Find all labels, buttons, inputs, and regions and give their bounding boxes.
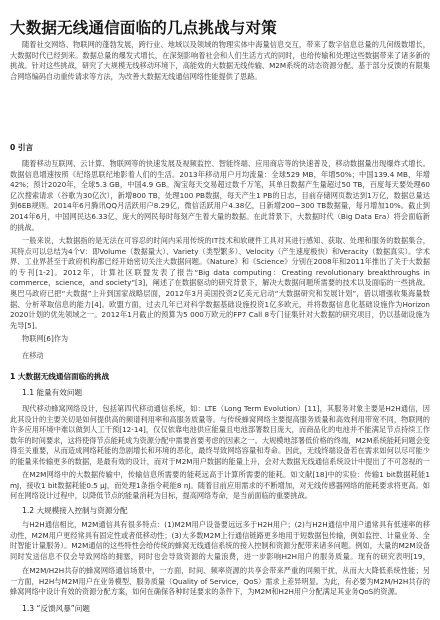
page-title: 大数据无线通信面临的几点挑战与对策 (10, 19, 277, 37)
section-heading-challenges: 1 大数据无线通信面临的挑战 (10, 372, 110, 381)
abstract-paragraph: 随着社交网络、物联网的蓬勃发展，跨行业、地域以及领域的物理实体中海量信息交互，带来了数字信息总量的几何级数增长，大数据时代已经到来。数据总量的爆发式增长，在深刻影响着社会和人们生活方式的同时，也给传输和处理这些数据带来了诸多新的挑战。针对这些挑战，研究了大规模无线移动环境下，高能效的大数据无线传输、M2M系统的动态资源分配、基于部分反馈的有限集合网络编码自动重传请求等方法，为改善大数据无线通信网络性能提供了思路。 (10, 40, 430, 81)
access-paragraph-1: 与H2H通信相比，M2M通信具有很多特点：(1)M2M用户设备要远远多于H2H用户；(2)与H2H通信中用户通常具有低速率的移动性，M2M用户更经常具有固定性或者低移动性；(3)大多数M2M上行通信链路更多地用于短数据包传输，例如监控、计量业务、全时智能计量服务）。M2M通信的这些特性会给传统的蜂窝无线通信系统的接入控制和资源分配带来诸多问题。例如，大量的M2M设备同时发送信息不仅会导致网络的拥塞，同时也会导致资源的大量浪费，进一步影响H2H用户的服务质量。现有的研究表明[19， (10, 520, 430, 561)
energy-paragraph-2: 在M2M网络中的大数据传输中，传输信息所需要的能耗远高于计算所需要的能耗。如文献[18]中的实验：传输1 bit数据耗能1 mJ，接收1 bit数据耗能0.5 μJ，而处理1条指令耗能8 nJ。随着目前应用需求的不断增加，对无线传感器网络的能耗要求将更高。如何在网络设计过程中，以降低节点的能量消耗为目标，提高网络寿命，是当前面临的重要挑战。 (10, 470, 430, 501)
subsection-heading-energy: 1.1 能量有效问题 (22, 388, 83, 397)
subsection-heading-feedback: 1.3 “反馈风暴”问题 (22, 604, 90, 613)
subsection-heading-access: 1.2 大规模接入控制与资源分配 (22, 506, 128, 515)
section-heading-intro: 0 引言 (10, 143, 34, 152)
intro-paragraph-4: 在移动 (22, 351, 44, 360)
intro-paragraph-2: 一般来说，大数据指的是无法在可容忍的时间内采用传统的IT技术和软硬件工具对其进行感知、获取、处理和服务的数据集合，其特点可以总结为4个V：即Volume（数据量大）、Variety（类型繁多）、Velocity（产生速度极快）和Veracity（数据真实）。学术界、工业界甚至于政府机构都已经开始密切关注大数据问题。《Nature》和《Science》分别在2008年和2011年推出了关于大数据的专刊[1-2]。2012年，计算社区联盟发表了报告“Big data computing：Creating revolutionary breakthroughs in commerce，science，and society”[3]，阐述了在数据驱动的研究背景下，解决大数据问题所需要的技术以及面临的一些挑战。奥巴马政府已把“大数据”上升到国家战略层面，2012年3月美国投资2亿美元启动“大数据研究和发展计划”，借以增强收集海量数据、分析萃取信息的能力[4]。欧盟方面，过去几年已对科学数据基础设施投资1亿多欧元，并将数据信息化基础设施作为Horizon 2020计划的优先领域之一。2012年1月截止的预算为5 000万欧元的FP7 Call 8专门征集针对大数据的研究项目，仍以基础设施为先导[5]。 (10, 236, 430, 330)
intro-paragraph-3: 物联网[6]作为 (22, 334, 69, 343)
intro-paragraph-1: 随着移动互联网、云计算、物联网等的快速发展及视频监控、智能终端、应用商店等的快速普及，移动数据量出现爆炸式增长。数据信息增速按照《纪络思联纪地影着人们的生活。2013年移动用户月均流量：全球529 MB，年增50%；中国139.4 MB，年增42%；预计2020年，全球5.3 GB，中国4.9 GB。淘宝每天交易超过数千万笔，其单日数据产生量超过50 TB，百度每天要处理60亿次搜索请求（谷歌为30亿次），新增800 TB，处理100 PB数据，每天产生1 PB的日志，目前存储网页数达到1万亿，数据总量达到6EB规则。2014年6月腾讯QQ月活跃用户8.29亿，微信活跃用户4.38亿，日新增200~300 TB数据量，每月增加10%。截止到2014年6月，中国网民达6.33亿，庞大的网民每时每刻产生着大量的数据。在此背景下，大数据时代（Big Data Era）将会面临新的挑战。 (10, 159, 430, 232)
energy-paragraph-1: 现代移动蜂窝网络设计，包括第四代移动通信系统，如：LTE（Long Term Evolution）[11]，其服务对象主要是H2H通信，因此其设计的主要关切是如何提供高的频谱利用率和高服务质量等。与传统蜂窝网络主要提高服务质量和高效利用带宽不同，物联网的许多应用环境中难以做到人工干预[12-14]，仅仅依靠电池供应能量且电池部署数目庞大，而商品化的电池并不能满足节点持续工作数年的时间要求，这将使得节点能耗成为资源分配中需要首要考虑的因素之一。大规模地部署低价格的终端，M2M系统能耗问题会变得至关重要，从而造成网络耗能的急剧增长和环境的恶化，最终导致网络容量和寿命。因此，无线终端设备若在需求如何以尽可能少的能量来传输更多的数据，是最有效的设计，而对于M2M用户数据的能量上升，会对大数据无线通信系统设计中提出了不可忽视的一 (10, 404, 430, 466)
access-paragraph-2: 在M2M/H2H共存的蜂窝网络通信场景中，一方面，时间、频率资源的共享会带来严重的同频干扰，从而大大降低系统性能；另一方面，H2H与M2M用户在业务模型、服务质量（Quality of Service，QoS）需求上差异明显。为此，有必要为M2M/H2H共存的蜂窝网络中设计有效的资源分配方案，如何在确保各种时延要求的条件下，为M2M和H2H用户分配满足其业务QoS的资源。 (10, 566, 430, 597)
